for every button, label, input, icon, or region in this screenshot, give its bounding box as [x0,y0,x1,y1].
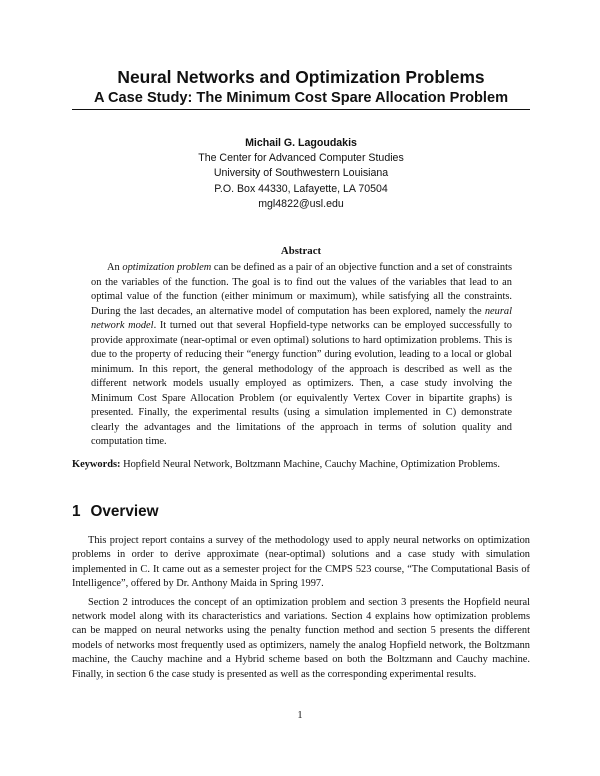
abstract-heading: Abstract [280,245,322,257]
abstract-text: . It turned out that several Hopfield-type networks can be employed successfully to provide approximate (near-optimal or even optimal) solutions to hard optimization problems. This is due to the property of reducing their “energy function” during evolution, leading to a local or global minimum. In this report, the general methodology of the approach is described as well as the different network models usually employed as optimizers. Then, a case study involving the Minimum Cost Spare Allocation Problem (or equivalently Vertex Cover in bipartite graphs) is presented. Finally, the experimental results (using a simulation implemented in C) demonstrate clearly the advantages and the limitations of the approach in terms of solution quality and computation time. [91,320,513,447]
author-email: mgl4822@usl.edu [258,197,344,210]
abstract-body [91,261,512,450]
title-block [72,66,530,108]
abstract-text: can be defined as a pair of an objective function and a set of constraints on the variables of the function. The goal is to find out the values of the variables that lead to an optimal value of the function (either minimum or maximum), while satisfying all the constraints. During the last decades, an alternative model of computation has been explored, namely the [91,262,512,317]
author-name: Michail G. Lagoudakis [245,137,357,149]
section-body [72,534,530,686]
author-affiliation-center: The Center for Advanced Computer Studies [198,152,404,165]
abstract-emphasis-optimization-problem: optimization problem [122,262,212,273]
section-heading-overview [72,502,159,522]
author-block [72,136,530,212]
body-paragraph: This project report contains a survey of the methodology used to apply neural networks on optimization problems in order to derive approximate (near-optimal) solutions and a case study with simulation implemented in C. It came out as a semester project for the CMPS 523 course, “The Computational Basis of Intelligence”, offered by Dr. Anthony Maida in Spring 1997. [72,535,530,590]
paper-subtitle: A Case Study: The Minimum Cost Spare Allocation Problem [93,90,509,106]
keywords-text: Hopfield Neural Network, Boltzmann Machine, Cauchy Machine, Optimization Problems. [120,459,500,470]
keywords-label: Keywords: [72,459,121,470]
abstract-text: An [107,262,123,273]
body-paragraph: Section 2 introduces the concept of an optimization problem and section 3 presents the Hopfield neural network model along with its characteristics and variations. Section 4 explains how optimization problems can be mapped on neural networks using the penalty function method and section 5 presents the different models of networks most frequently used as optimizers, namely the analog Hopfield network, the Boltzmann machine, the Cauchy machine and a Hybrid scheme based on both the Boltzmann and Cauchy machine. Finally, in section 6 the case study is presented as well as the corresponding experimental results. [72,596,530,680]
title-rule [72,109,530,110]
abstract-paragraph [91,261,512,450]
paper-title: Neural Networks and Optimization Problems [117,67,485,87]
keywords [72,458,530,472]
abstract-emphasis-neural-network-model: neural network model [91,305,512,331]
section-title: Overview [90,503,159,520]
author-address: P.O. Box 44330, Lafayette, LA 70504 [214,182,388,195]
page-number: 1 [297,710,303,721]
section-number: 1 [72,503,81,520]
author-affiliation-university: University of Southwestern Louisiana [213,167,389,180]
